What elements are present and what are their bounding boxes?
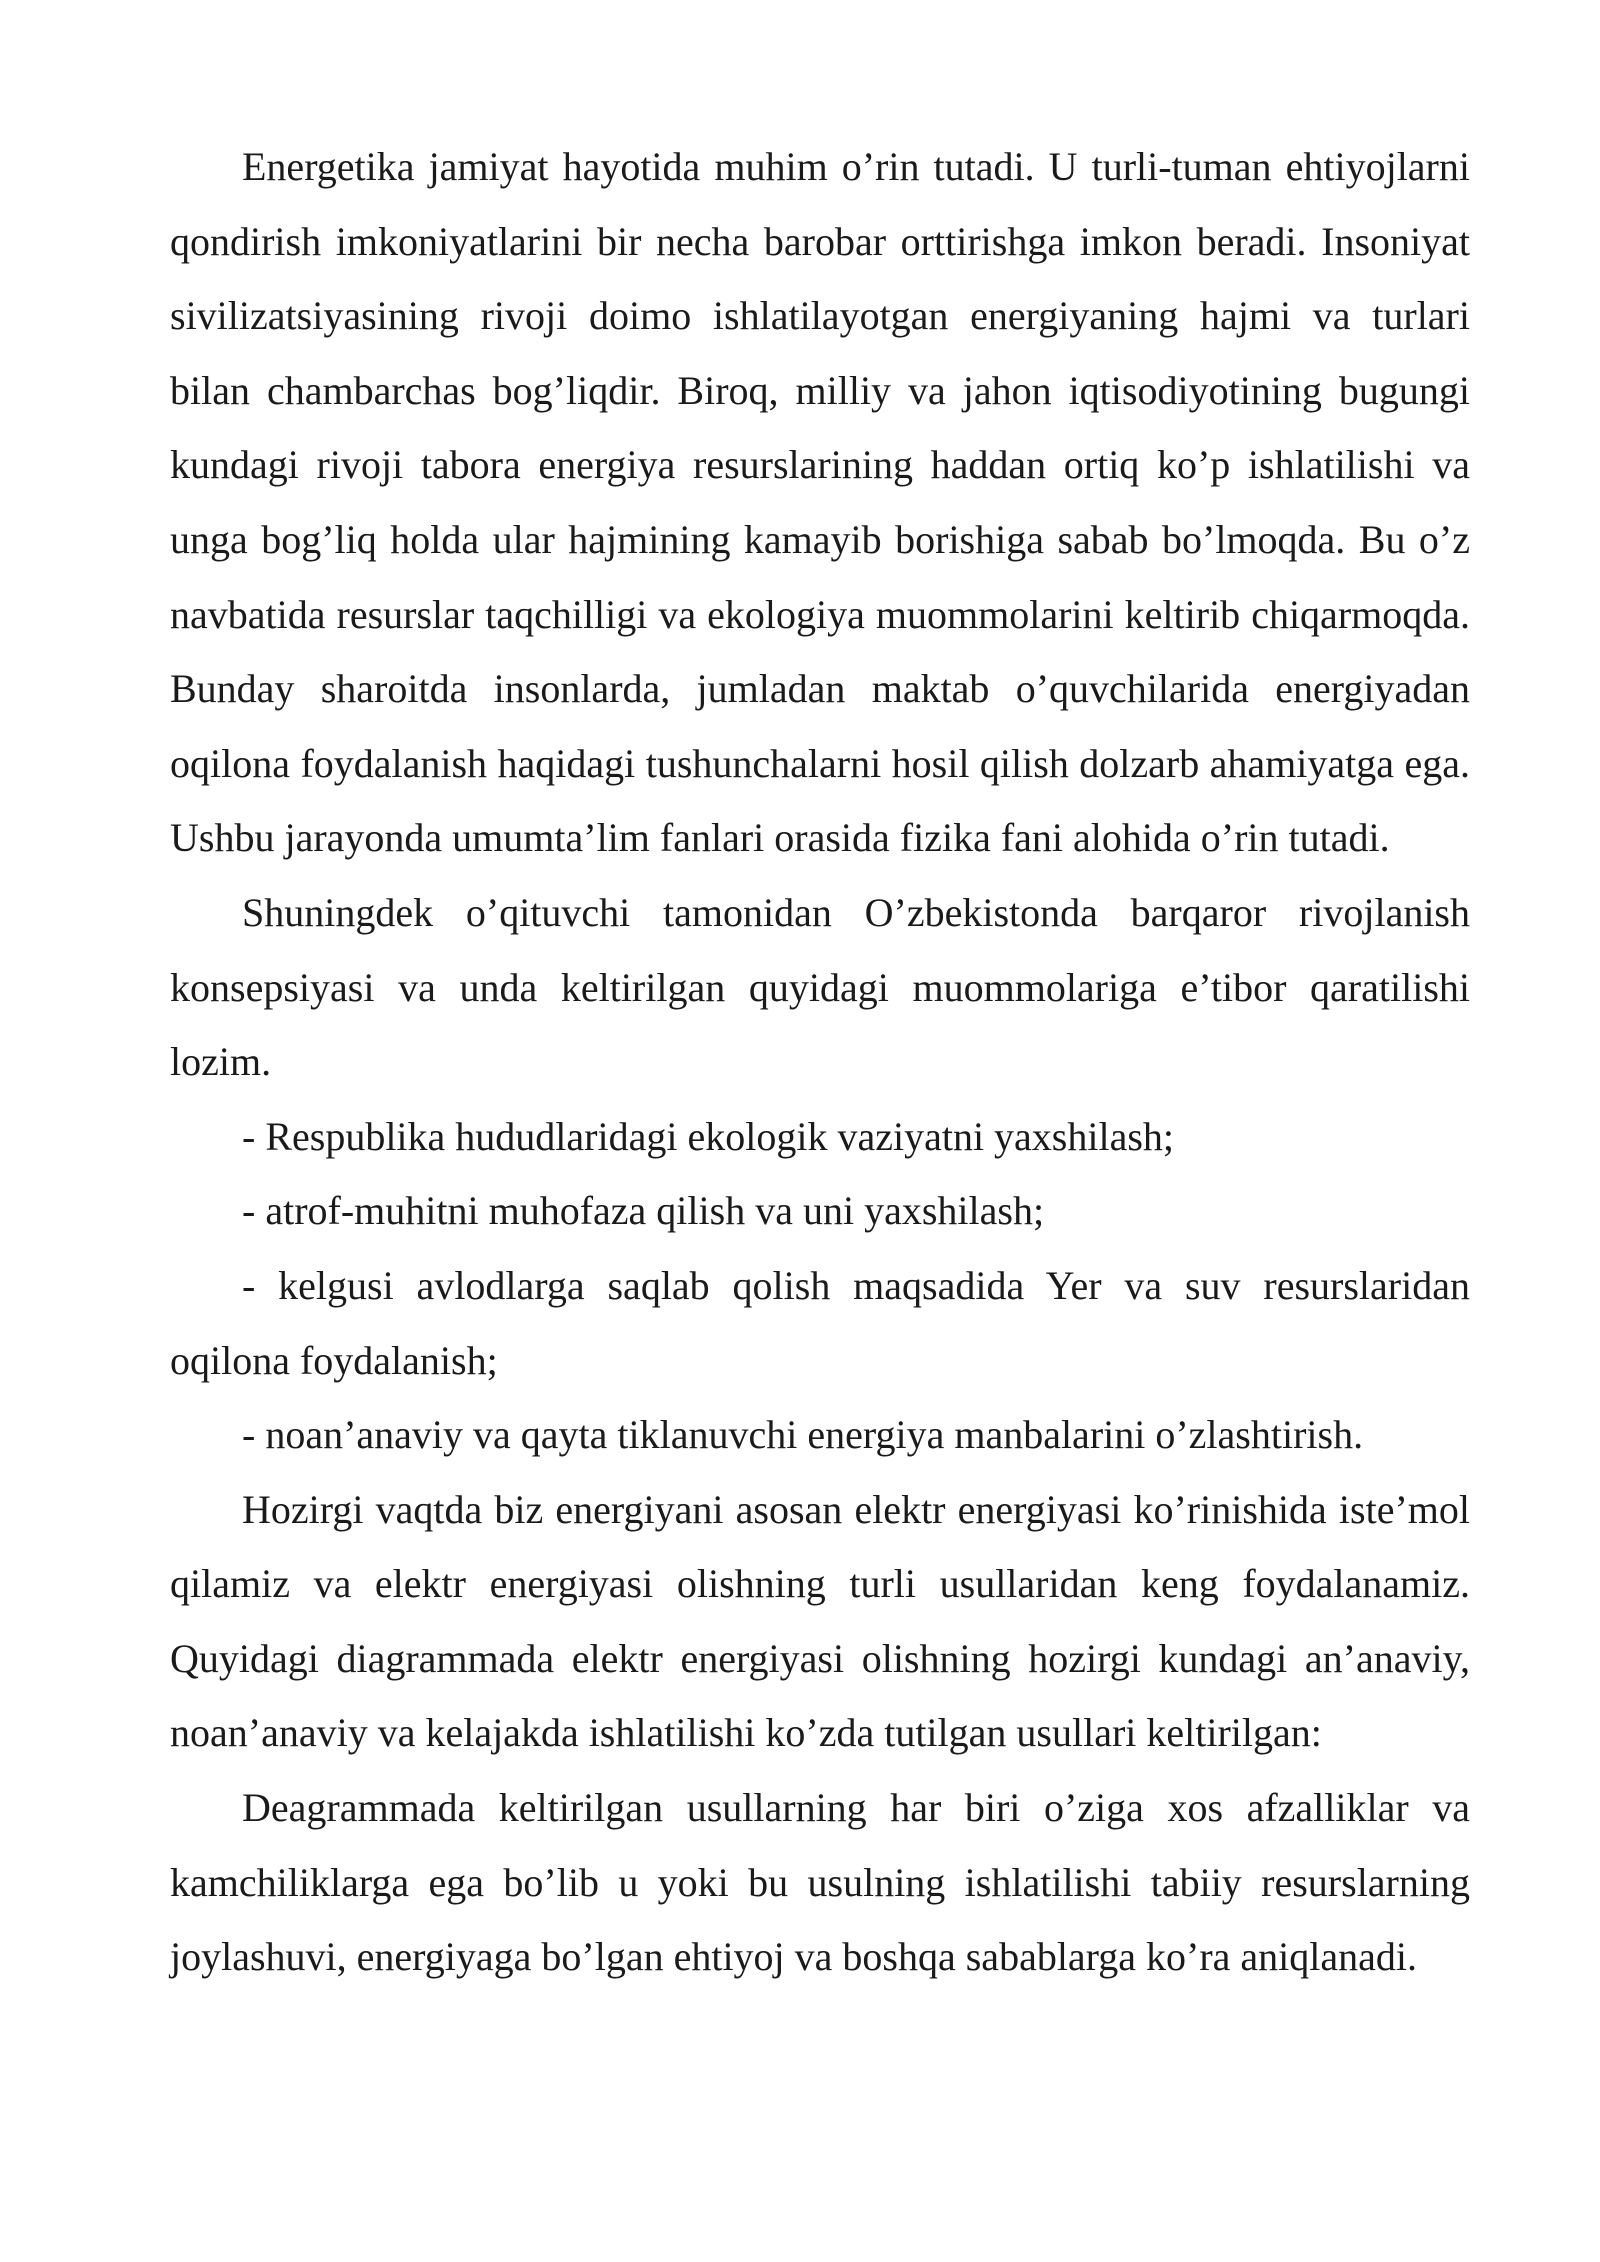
paragraph-energy-importance: Energetika jamiyat hayotida muhim o’rin tutadi. U turli-tuman ehtiyojlarni qondirish imkoniyatlarini bir necha barobar orttirishga imkon beradi. Insoniyat sivilizatsiyasining rivoji doimo ishlatilayotgan energiyaning hajmi va turlari bilan chambarchas bog’liqdir. Biroq, milliy va jahon iqtisodiyotining bugungi kundagi rivoji tabora energiya resurslarining haddan ortiq ko’p ishlatilishi va unga bog’liq holda ular hajmining kamayib borishiga sabab bo’lmoqda. Bu o’z navbatida resurslar taqchilligi va ekologiya muommolarini keltirib chiqarmoqda. Bunday sharoitda insonlarda, jumladan maktab o’quvchilarida energiyadan oqilona foydalanish haqidagi tushunchalarni hosil qilish dolzarb ahamiyatga ega. Ushbu jarayonda umumta’lim fanlari orasida fizika fani alohida o’rin tutadi. xyxy=(170,144,1470,861)
bullet-item-ecology: - Respublika hududlaridagi ekologik vaziyatni yaxshilash; xyxy=(242,1113,1175,1159)
bullet-item-environment: - atrof-muhitni muhofaza qilish va uni yaxshilash; xyxy=(242,1188,1045,1234)
document-page xyxy=(170,130,1470,1995)
bullet-item-renewable-energy: - noan’anaviy va qayta tiklanuvchi energiya manbalarini o’zlashtirish. xyxy=(242,1412,1364,1458)
paragraph-sustainable-development: Shuningdek o’qituvchi tamonidan O’zbekistonda barqaror rivojlanish konsepsiyasi va unda keltirilgan quyidagi muommolariga e’tibor qaratilishi lozim. xyxy=(170,889,1470,1085)
paragraph-diagram-methods: Deagrammada keltirilgan usullarning har biri o’ziga xos afzalliklar va kamchiliklarga ega bo’lib u yoki bu usulning ishlatilishi tabiiy resurslarning joylashuvi, energiyaga bo’lgan ehtiyoj va boshqa sabablarga ko’ra aniqlanadi. xyxy=(170,1785,1470,1980)
paragraph-electric-energy: Hozirgi vaqtda biz energiyani asosan elektr energiyasi ko’rinishida iste’mol qilamiz va elektr energiyasi olishning turli usullaridan keng foydalanamiz. Quyidagi diagrammada elektr energiyasi olishning hozirgi kundagi an’anaviy, noan’anaviy va kelajakda ishlatilishi ko’zda tutilgan usullari keltirilgan: xyxy=(170,1486,1470,1756)
bullet-item-resources: - kelgusi avlodlarga saqlab qolish maqsadida Yer va suv resurslaridan oqilona foydalanish; xyxy=(170,1262,1470,1383)
